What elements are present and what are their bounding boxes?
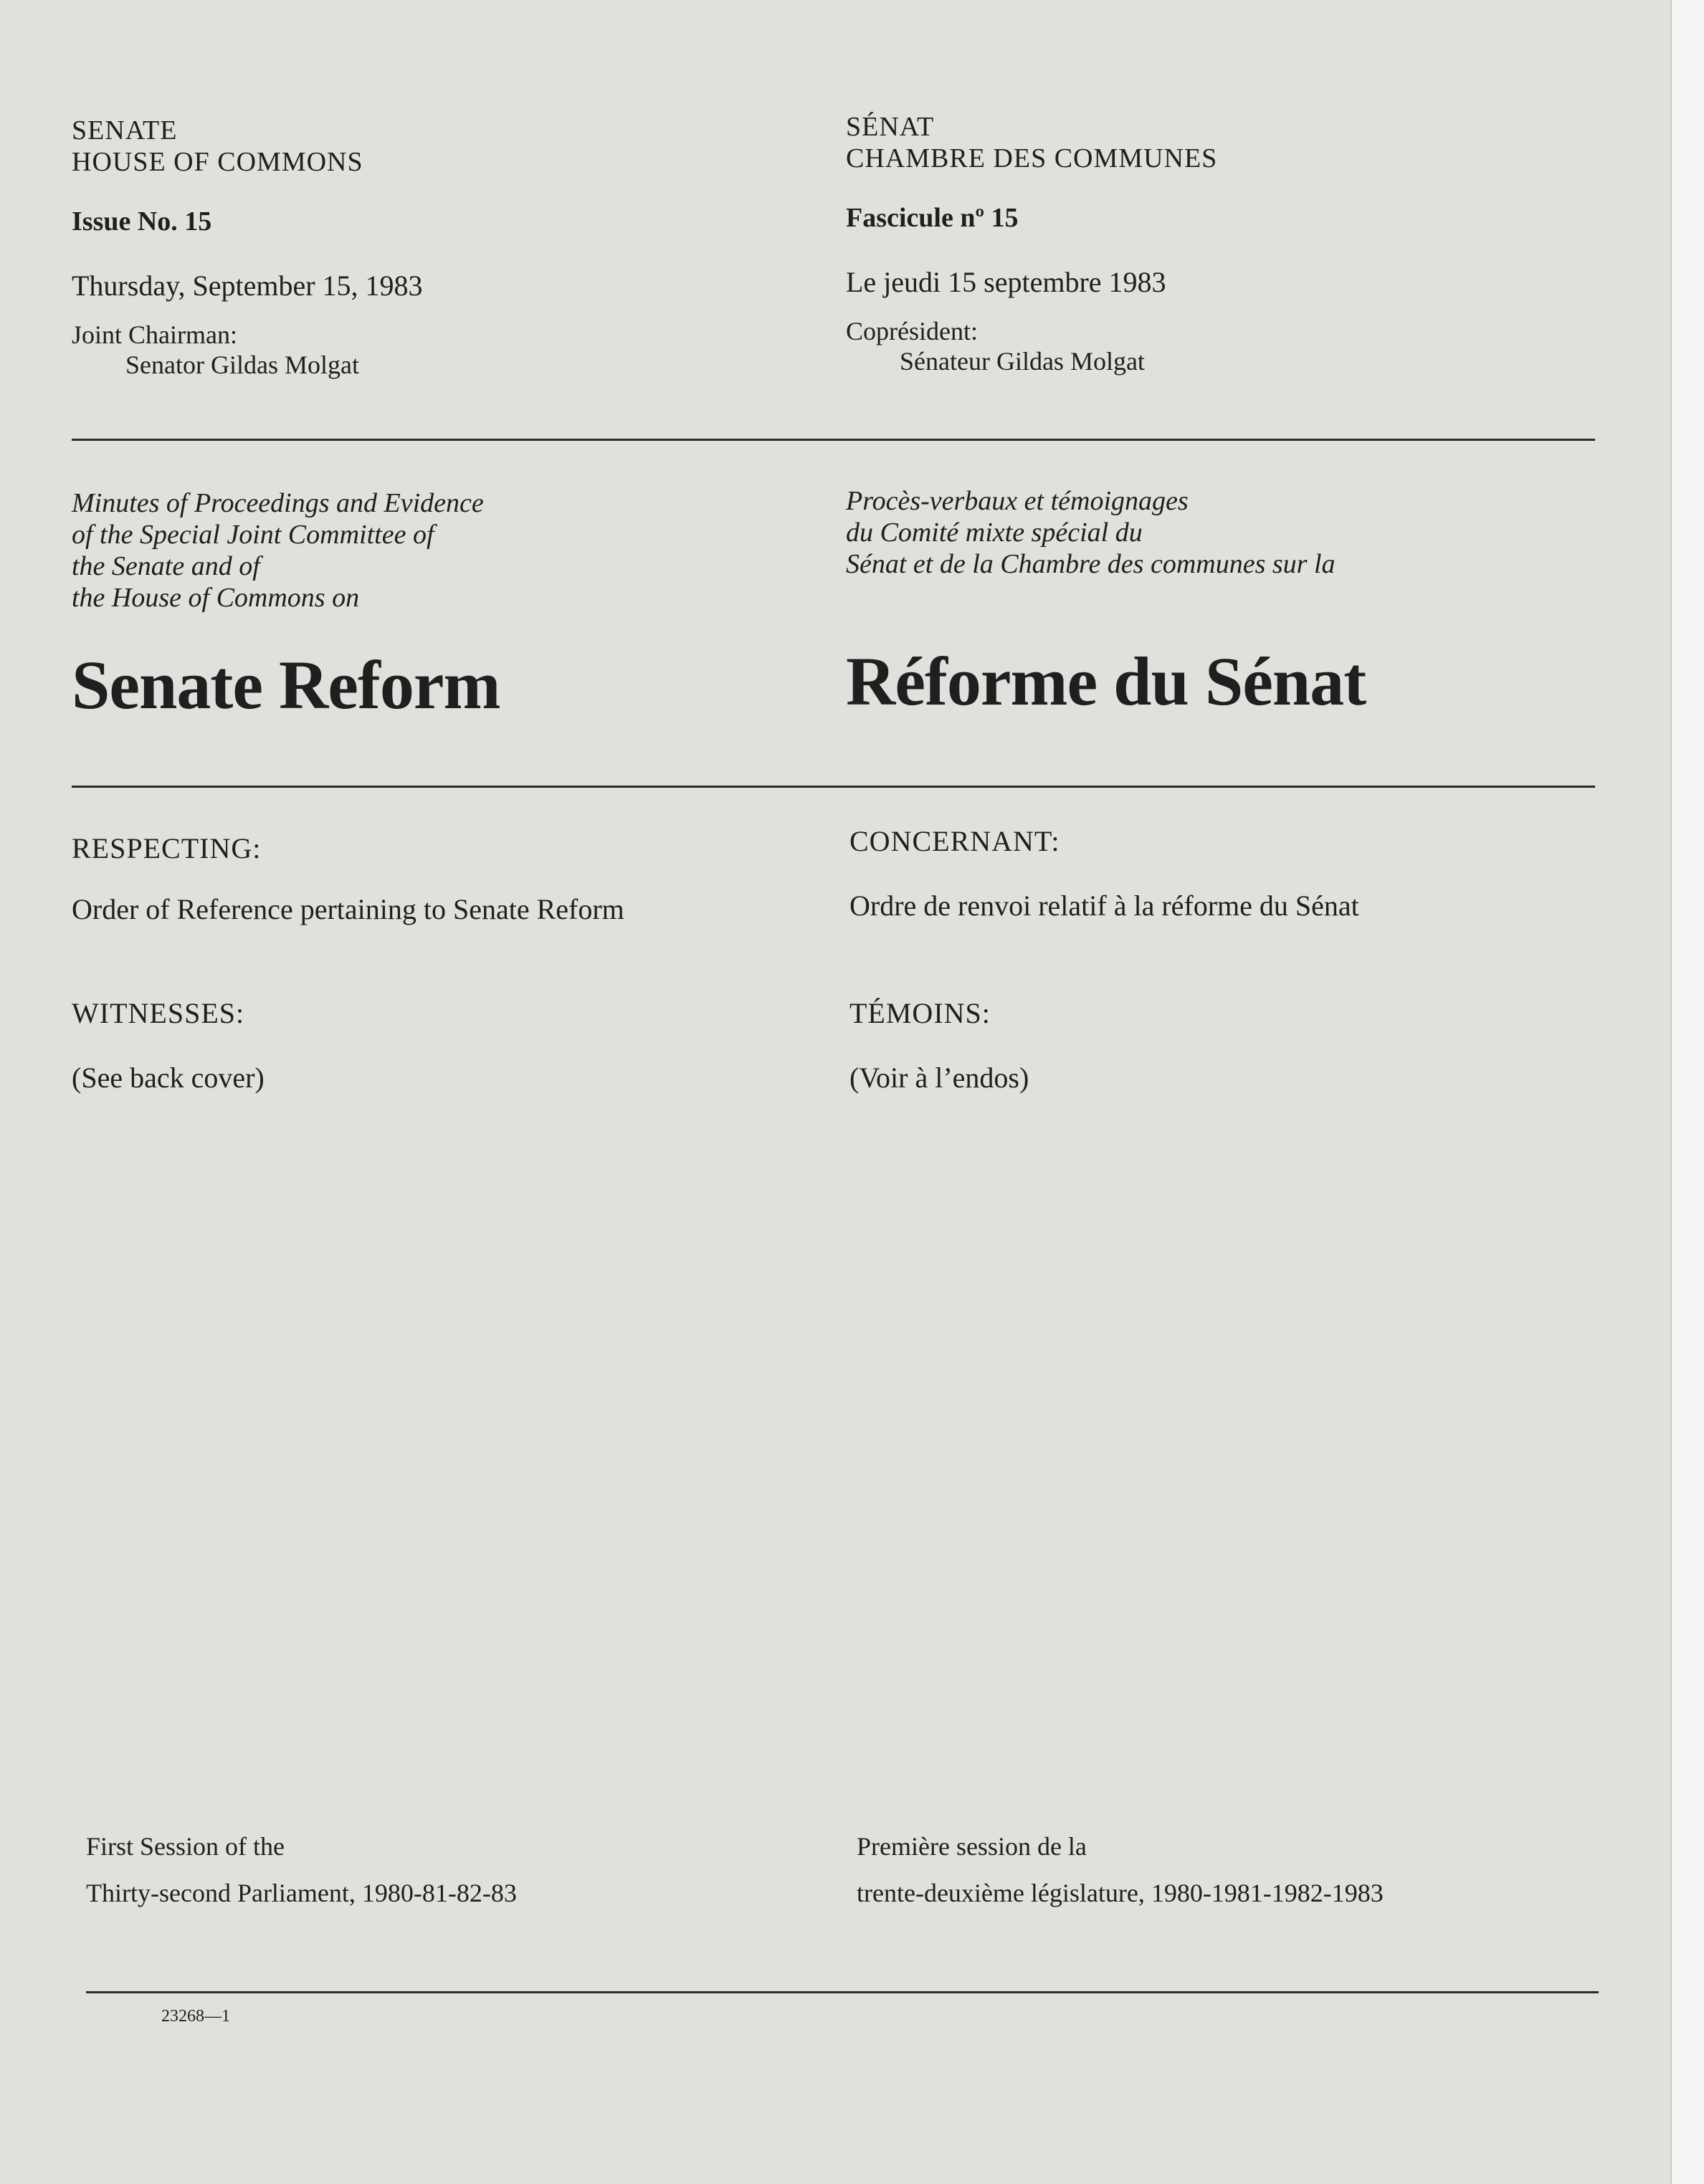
temoins-label: TÉMOINS:: [849, 997, 991, 1029]
respecting-label: RESPECTING:: [72, 832, 262, 864]
joint-chairman-label: Joint Chairman:: [72, 320, 237, 349]
temoins-text: (Voir à l’endos): [849, 1062, 1029, 1094]
proces-verbaux-line-2: du Comité mixte spécial du: [846, 518, 1143, 548]
fascicule-number: Fascicule nº 15: [846, 203, 1019, 233]
minutes-line-4: the House of Commons on: [72, 583, 360, 613]
header-chambre-des-communes: CHAMBRE DES COMMUNES: [846, 143, 1218, 173]
witnesses-text: (See back cover): [72, 1062, 265, 1094]
page-edge: [1670, 0, 1704, 2184]
concernant-text: Ordre de renvoi relatif à la réforme du Sénat: [849, 890, 1359, 922]
divider-top: [72, 439, 1595, 441]
joint-chairman-name: Senator Gildas Molgat: [125, 351, 359, 379]
issue-number: Issue No. 15: [72, 206, 212, 237]
title-english: Senate Reform: [72, 647, 500, 723]
minutes-line-2: of the Special Joint Committee of: [72, 520, 434, 550]
divider-bottom: [86, 1991, 1599, 1993]
copresident-name: Sénateur Gildas Molgat: [900, 347, 1145, 376]
session-line-1: First Session of the: [86, 1832, 285, 1861]
session-line-2: Thirty-second Parliament, 1980-81-82-83: [86, 1879, 517, 1907]
issue-date: Thursday, September 15, 1983: [72, 270, 423, 302]
header-senate: SENATE: [72, 115, 178, 146]
proces-verbaux-line-1: Procès-verbaux et témoignages: [846, 486, 1189, 516]
minutes-line-1: Minutes of Proceedings and Evidence: [72, 488, 484, 518]
proces-verbaux-line-3: Sénat et de la Chambre des communes sur la: [846, 549, 1336, 579]
title-french: Réforme du Sénat: [846, 643, 1366, 720]
session-line-1-fr: Première session de la: [857, 1832, 1087, 1861]
print-code: 23268—1: [161, 2007, 230, 2026]
copresident-label: Coprésident:: [846, 317, 978, 345]
header-house-of-commons: HOUSE OF COMMONS: [72, 147, 363, 177]
header-senat: SÉNAT: [846, 112, 935, 142]
divider-middle: [72, 786, 1595, 788]
respecting-text: Order of Reference pertaining to Senate Reform: [72, 893, 624, 925]
witnesses-label: WITNESSES:: [72, 997, 245, 1029]
fascicule-date: Le jeudi 15 septembre 1983: [846, 266, 1166, 298]
session-line-2-fr: trente-deuxième législature, 1980-1981-1982-1983: [857, 1879, 1384, 1907]
concernant-label: CONCERNANT:: [849, 825, 1060, 857]
minutes-line-3: the Senate and of: [72, 551, 260, 581]
